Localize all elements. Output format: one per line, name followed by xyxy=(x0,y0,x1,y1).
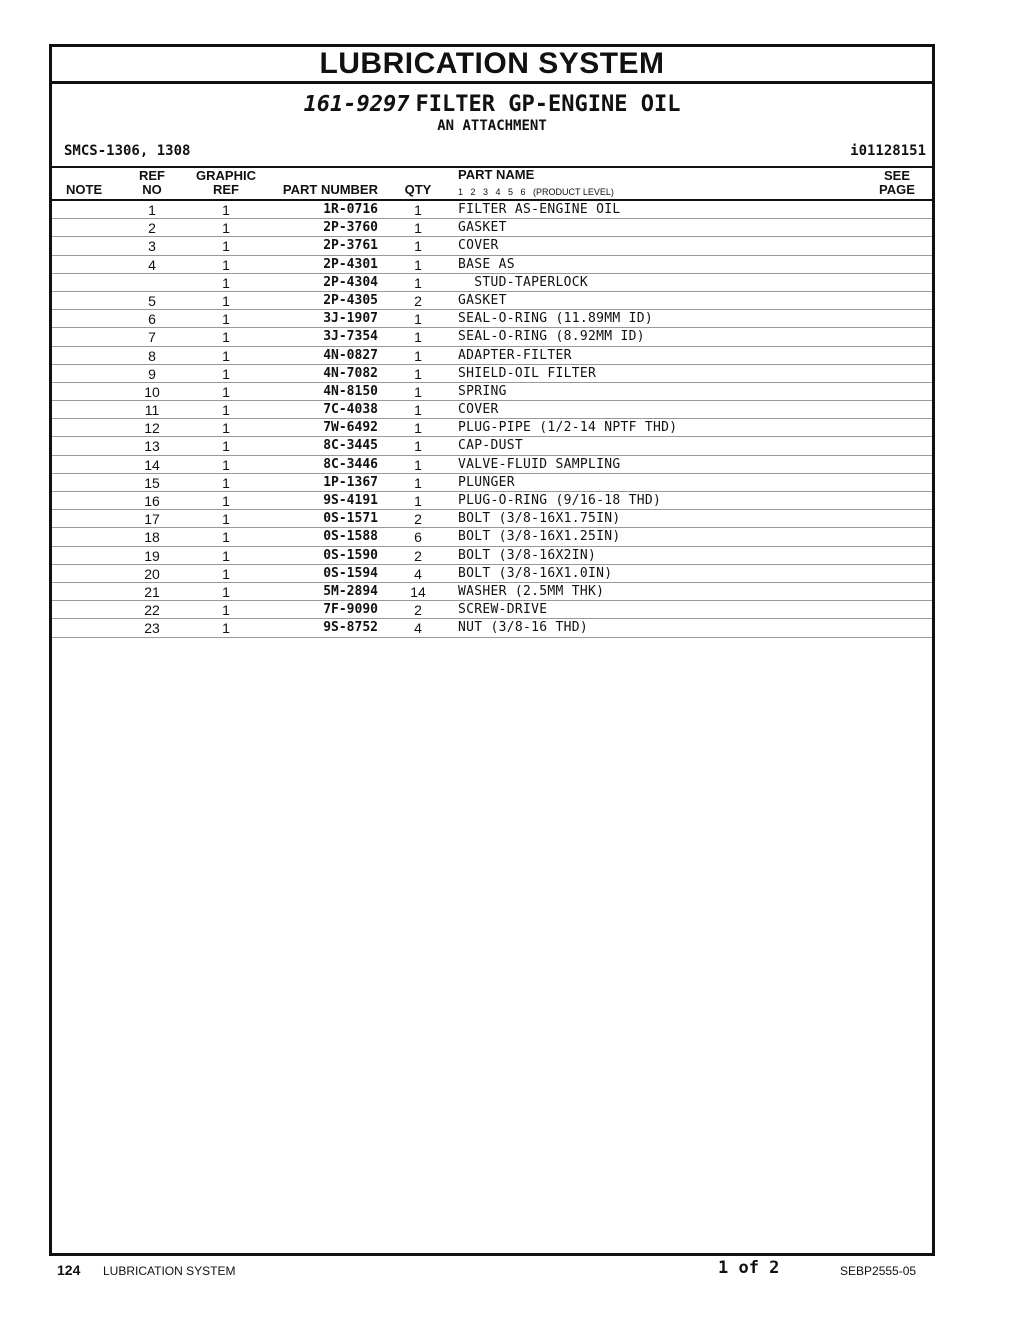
part-number: 7C-4038 xyxy=(323,402,378,418)
part-number: 4N-0827 xyxy=(323,347,378,363)
part-number: 2P-4305 xyxy=(323,292,378,308)
part-name: SPRING xyxy=(458,383,507,399)
part-name: BOLT (3/8-16X1.25IN) xyxy=(458,529,621,545)
ref-no: 21 xyxy=(144,583,160,600)
part-name: GASKET xyxy=(458,292,507,308)
col-ref-line1: REF xyxy=(139,168,165,183)
part-number: 3J-7354 xyxy=(323,329,378,345)
graphic-ref: 1 xyxy=(222,529,230,546)
graphic-ref: 1 xyxy=(222,256,230,273)
graphic-ref: 1 xyxy=(222,274,230,291)
part-number: 8C-3445 xyxy=(323,438,378,454)
col-graphic-line2: REF xyxy=(213,182,239,197)
part-name: GASKET xyxy=(458,220,507,236)
page-frame xyxy=(49,44,935,1256)
table-row xyxy=(52,201,932,219)
ref-no: 11 xyxy=(144,402,160,419)
parts-table xyxy=(52,201,932,638)
illustration-id: i01128151 xyxy=(850,143,926,159)
table-row xyxy=(52,456,932,474)
quantity: 2 xyxy=(414,511,422,528)
ref-no: 20 xyxy=(144,565,160,582)
graphic-ref: 1 xyxy=(222,511,230,528)
quantity: 4 xyxy=(414,620,422,637)
part-name: SCREW-DRIVE xyxy=(458,602,548,618)
ref-no: 6 xyxy=(148,311,156,328)
table-row xyxy=(52,510,932,528)
quantity: 1 xyxy=(414,238,422,255)
graphic-ref: 1 xyxy=(222,474,230,491)
graphic-ref: 1 xyxy=(222,311,230,328)
graphic-ref: 1 xyxy=(222,329,230,346)
graphic-ref: 1 xyxy=(222,583,230,600)
col-graphic-line1: GRAPHIC xyxy=(196,168,256,183)
quantity: 1 xyxy=(414,474,422,491)
part-name: PLUG-PIPE (1/2-14 NPTF THD) xyxy=(458,420,678,436)
page-footer xyxy=(0,1258,1020,1282)
quantity: 1 xyxy=(414,383,422,400)
ref-no: 23 xyxy=(144,620,160,637)
graphic-ref: 1 xyxy=(222,383,230,400)
part-name: NUT (3/8-16 THD) xyxy=(458,620,589,636)
ref-no: 19 xyxy=(144,547,160,564)
part-number: 2P-4301 xyxy=(323,256,378,272)
table-row xyxy=(52,601,932,619)
ref-no: 15 xyxy=(144,474,160,491)
table-row xyxy=(52,328,932,346)
graphic-ref: 1 xyxy=(222,347,230,364)
graphic-ref: 1 xyxy=(222,292,230,309)
quantity: 6 xyxy=(414,529,422,546)
ref-no: 5 xyxy=(148,292,156,309)
part-name: PLUG-O-RING (9/16-18 THD) xyxy=(458,493,662,508)
table-row xyxy=(52,310,932,328)
table-row xyxy=(52,419,932,437)
quantity: 1 xyxy=(414,365,422,382)
part-name: ADAPTER-FILTER xyxy=(458,347,572,363)
page-of-indicator: 1 of 2 xyxy=(718,1258,780,1278)
col-part-name: PART NAME xyxy=(458,167,535,182)
part-name: COVER xyxy=(458,402,499,418)
quantity: 1 xyxy=(414,456,422,473)
col-part-number: PART NUMBER xyxy=(282,182,378,197)
table-row xyxy=(52,619,932,637)
part-name: VALVE-FLUID SAMPLING xyxy=(458,456,621,472)
ref-no: 9 xyxy=(148,365,156,382)
graphic-ref: 1 xyxy=(222,202,230,218)
table-row xyxy=(52,583,932,601)
part-number: 1P-1367 xyxy=(323,474,378,490)
ref-no: 17 xyxy=(144,511,160,528)
part-number: 3J-1907 xyxy=(323,311,378,327)
part-number: 1R-0716 xyxy=(323,202,378,217)
part-name: PLUNGER xyxy=(458,474,515,490)
quantity: 1 xyxy=(414,220,422,237)
ref-no: 13 xyxy=(144,438,160,455)
part-name: CAP-DUST xyxy=(458,438,524,454)
graphic-ref: 1 xyxy=(222,493,230,509)
table-row xyxy=(52,219,932,237)
graphic-ref: 1 xyxy=(222,365,230,382)
part-number: 0S-1571 xyxy=(323,511,378,527)
smcs-row xyxy=(52,143,932,163)
col-note: NOTE xyxy=(66,182,103,197)
main-title: LUBRICATION SYSTEM xyxy=(52,47,932,84)
part-number: 2P-3761 xyxy=(323,238,378,254)
part-number: 7W-6492 xyxy=(323,420,378,436)
ref-no: 2 xyxy=(148,220,156,237)
graphic-ref: 1 xyxy=(222,456,230,473)
ref-no: 10 xyxy=(144,383,160,400)
table-row xyxy=(52,383,932,401)
part-number: 2P-4304 xyxy=(323,274,378,290)
footer-section: LUBRICATION SYSTEM xyxy=(103,1264,236,1278)
table-header xyxy=(52,166,932,201)
graphic-ref: 1 xyxy=(222,620,230,637)
quantity: 1 xyxy=(414,347,422,364)
group-number: 161-9297 xyxy=(303,92,410,117)
quantity: 2 xyxy=(414,292,422,309)
graphic-ref: 1 xyxy=(222,238,230,255)
table-row xyxy=(52,492,932,510)
group-name: FILTER GP-ENGINE OIL xyxy=(415,92,681,117)
table-row xyxy=(52,237,932,255)
ref-no: 14 xyxy=(144,456,160,473)
graphic-ref: 1 xyxy=(222,565,230,582)
ref-no: 12 xyxy=(144,420,160,437)
quantity: 1 xyxy=(414,311,422,328)
ref-no: 16 xyxy=(144,493,160,509)
graphic-ref: 1 xyxy=(222,402,230,419)
page-number: 124 xyxy=(57,1262,81,1278)
table-row xyxy=(52,274,932,292)
graphic-ref: 1 xyxy=(222,602,230,619)
graphic-ref: 1 xyxy=(222,547,230,564)
ref-no: 22 xyxy=(144,602,160,619)
part-name: BASE AS xyxy=(458,256,515,272)
table-row xyxy=(52,256,932,274)
graphic-ref: 1 xyxy=(222,438,230,455)
part-name: COVER xyxy=(458,238,499,254)
table-row xyxy=(52,528,932,546)
table-row xyxy=(52,437,932,455)
ref-no: 18 xyxy=(144,529,160,546)
quantity: 4 xyxy=(414,565,422,582)
part-number: 0S-1594 xyxy=(323,565,378,581)
part-number: 4N-7082 xyxy=(323,365,378,381)
table-row xyxy=(52,365,932,383)
part-number: 9S-4191 xyxy=(323,493,378,508)
quantity: 1 xyxy=(414,329,422,346)
part-name: SEAL-O-RING (11.89MM ID) xyxy=(458,311,654,327)
table-row xyxy=(52,347,932,365)
smcs-code: SMCS-1306, 1308 xyxy=(64,143,191,159)
quantity: 1 xyxy=(414,438,422,455)
col-ref-line2: NO xyxy=(142,182,162,197)
group-title xyxy=(52,92,932,118)
table-row xyxy=(52,565,932,583)
part-name: FILTER AS-ENGINE OIL xyxy=(458,202,621,217)
quantity: 1 xyxy=(414,402,422,419)
table-row xyxy=(52,292,932,310)
graphic-ref: 1 xyxy=(222,220,230,237)
table-row xyxy=(52,401,932,419)
document-number: SEBP2555-05 xyxy=(840,1264,917,1278)
quantity: 1 xyxy=(414,256,422,273)
col-product-levels: 1 2 3 4 5 6 (PRODUCT LEVEL) xyxy=(458,187,614,197)
table-row xyxy=(52,474,932,492)
part-number: 2P-3760 xyxy=(323,220,378,236)
part-name: BOLT (3/8-16X1.75IN) xyxy=(458,511,621,527)
quantity: 1 xyxy=(414,202,422,218)
part-number: 8C-3446 xyxy=(323,456,378,472)
table-row xyxy=(52,547,932,565)
part-name: SEAL-O-RING (8.92MM ID) xyxy=(458,329,645,345)
ref-no: 4 xyxy=(148,256,156,273)
part-number: 5M-2894 xyxy=(323,583,378,599)
part-name: BOLT (3/8-16X1.0IN) xyxy=(458,565,613,581)
ref-no: 3 xyxy=(148,238,156,255)
col-see-line1: SEE xyxy=(883,168,910,183)
quantity: 2 xyxy=(414,602,422,619)
quantity: 14 xyxy=(410,583,426,600)
part-number: 0S-1590 xyxy=(323,547,378,563)
ref-no: 1 xyxy=(148,202,156,218)
col-qty: QTY xyxy=(404,182,432,197)
ref-no: 7 xyxy=(148,329,156,346)
col-see-line2: PAGE xyxy=(879,182,915,197)
quantity: 1 xyxy=(414,493,422,509)
part-number: 4N-8150 xyxy=(323,383,378,399)
graphic-ref: 1 xyxy=(222,420,230,437)
part-name: BOLT (3/8-16X2IN) xyxy=(458,547,597,563)
quantity: 1 xyxy=(414,420,422,437)
part-name: SHIELD-OIL FILTER xyxy=(458,365,597,381)
part-name: WASHER (2.5MM THK) xyxy=(458,583,605,599)
ref-no: 8 xyxy=(148,347,156,364)
part-number: 7F-9090 xyxy=(323,602,378,618)
part-number: 0S-1588 xyxy=(323,529,378,545)
part-number: 9S-8752 xyxy=(323,620,378,636)
part-name: STUD-TAPERLOCK xyxy=(458,274,589,290)
quantity: 2 xyxy=(414,547,422,564)
quantity: 1 xyxy=(414,274,422,291)
attachment-label: AN ATTACHMENT xyxy=(437,118,547,134)
